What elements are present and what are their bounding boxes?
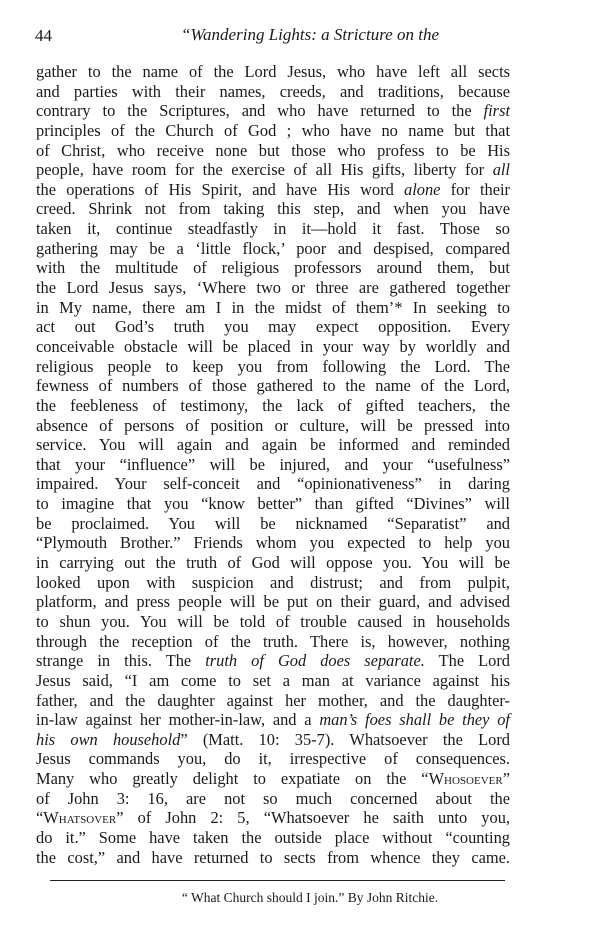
text-line <box>36 474 510 494</box>
italic-text: all <box>492 160 510 180</box>
text-segment: through the reception of the truth. There is, however, nothing <box>36 631 510 651</box>
text-line <box>36 219 510 239</box>
text-line <box>36 455 510 475</box>
text-line <box>36 651 510 671</box>
text-line <box>36 573 510 593</box>
text-segment: ” of John 2: 5, “Whatsoever he saith unto you, <box>116 808 510 828</box>
text-line <box>36 789 510 809</box>
text-line <box>36 376 510 396</box>
text-line <box>36 160 510 180</box>
text-line <box>36 141 510 161</box>
text-segment: the cost,” and have returned to sects from whence they came. <box>36 847 510 867</box>
text-segment: of Christ, who receive none but those who profess to be His <box>36 140 510 160</box>
text-line <box>36 416 510 436</box>
text-segment: Many who greatly delight to expatiate on the “ <box>36 769 429 789</box>
text-line <box>36 82 510 102</box>
text-line <box>36 828 510 848</box>
text-segment: absence of persons of position or culture, will be pressed into <box>36 415 510 435</box>
text-line <box>36 239 510 259</box>
text-line <box>36 278 510 298</box>
text-line <box>36 62 510 82</box>
running-title: “Wandering Lights: a Stricture on the <box>181 25 439 44</box>
text-segment: ” <box>502 769 510 789</box>
text-segment: Jesus said, “I am come to set a man at variance against his <box>36 670 510 690</box>
text-segment: gather to the name of the Lord Jesus, who have left all sects <box>36 62 510 81</box>
text-segment: that your “influence” will be injured, and your “usefulness” <box>36 454 510 474</box>
text-line <box>36 121 510 141</box>
text-segment: in-law against her mother-in-law, and a <box>36 710 320 730</box>
footnote-divider <box>50 880 505 881</box>
text-segment: gathering may be a ‘little flock,’ poor and despised, compared <box>36 238 510 258</box>
page-number: 44 <box>35 26 52 45</box>
text-line <box>36 337 510 357</box>
text-segment: of John 3: 16, are not so much concerned about the <box>36 788 510 808</box>
text-line <box>36 298 510 318</box>
text-segment: father, and the daughter against her mother, and the daughter- <box>36 690 510 710</box>
text-line <box>36 514 510 534</box>
text-segment: Jesus commands you, do it, irrespective of consequences. <box>36 749 510 769</box>
footnote: “ What Church should I join.” By John Ritchie. <box>181 890 439 905</box>
italic-text: first <box>483 101 510 121</box>
text-line <box>36 632 510 652</box>
text-segment: with the multitude of religious professors around them, but <box>36 258 510 278</box>
text-line <box>36 101 510 121</box>
text-segment: in My name, there am I in the midst of them’* In seeking to <box>36 297 510 317</box>
text-segment: taken it, continue steadfastly in it—hold it fast. Those so <box>36 219 510 239</box>
text-line <box>36 710 510 730</box>
small-caps-text: Whatsover <box>43 808 117 828</box>
text-segment: religious people to keep you from following the Lord. The <box>36 356 510 376</box>
text-segment: service. You will again and again be informed and reminded <box>36 435 510 455</box>
text-line <box>36 494 510 514</box>
italic-text: his own household <box>36 729 181 749</box>
text-segment: impaired. Your self-conceit and “opinionativeness” in daring <box>36 474 510 494</box>
text-segment: creed. Shrink not from taking this step, and when you have <box>36 199 510 219</box>
body-text <box>36 62 510 867</box>
text-line <box>36 592 510 612</box>
text-line <box>36 848 510 868</box>
italic-text: truth of God does separate. <box>205 651 425 671</box>
text-segment: “ <box>36 808 44 828</box>
text-line <box>36 357 510 377</box>
text-line <box>36 612 510 632</box>
text-segment: the Lord Jesus says, ‘Where two or three are gathered together <box>36 278 510 298</box>
text-segment: ” (Matt. 10: 35-7). Whatsoever the Lord <box>180 729 510 749</box>
text-segment: contrary to the Scriptures, and who have returned to the <box>36 101 484 121</box>
text-segment: principles of the Church of God ; who have no name but that <box>36 120 510 140</box>
text-segment: and parties with their names, creeds, and traditions, because <box>36 81 510 101</box>
text-line <box>36 435 510 455</box>
text-segment: the feebleness of testimony, the lack of gifted teachers, the <box>36 395 510 415</box>
text-line <box>36 749 510 769</box>
italic-text: alone <box>404 179 441 199</box>
text-segment: act out God’s truth you may expect opposition. Every <box>36 317 510 337</box>
text-line <box>36 180 510 200</box>
text-segment: do it.” Some have taken the outside place without “counting <box>36 827 510 847</box>
text-segment: looked upon with suspicion and distrust; and from pulpit, <box>36 572 510 592</box>
text-segment: people, have room for the exercise of all His gifts, liberty for <box>36 160 493 180</box>
text-line <box>36 396 510 416</box>
text-segment: “Plymouth Brother.” Friends whom you expected to help you <box>36 533 510 553</box>
text-line <box>36 258 510 278</box>
text-segment: conceivable obstacle will be placed in your way by worldly and <box>36 336 510 356</box>
text-line <box>36 769 510 789</box>
text-line <box>36 199 510 219</box>
text-segment: platform, and press people will be put on their guard, and advised <box>36 592 510 612</box>
text-segment: to imagine that you “know better” than gifted “Divines” will <box>36 494 510 514</box>
text-line <box>36 730 510 750</box>
text-line <box>36 808 510 828</box>
text-line <box>36 553 510 573</box>
text-line <box>36 671 510 691</box>
small-caps-text: Whosoever <box>428 769 503 789</box>
text-segment: in carrying out the truth of God will oppose you. You will be <box>36 553 510 573</box>
text-segment: fewness of numbers of those gathered to the name of the Lord, <box>36 376 510 396</box>
text-line <box>36 533 510 553</box>
text-segment: be proclaimed. You will be nicknamed “Separatist” and <box>36 513 510 533</box>
text-segment: for their <box>440 179 510 199</box>
text-line <box>36 317 510 337</box>
text-segment: strange in this. The <box>36 651 206 671</box>
text-line <box>36 691 510 711</box>
text-segment: to shun you. You will be told of trouble caused in households <box>36 611 510 631</box>
italic-text: man’s foes shall be they of <box>319 710 510 730</box>
text-segment: The Lord <box>424 651 510 671</box>
text-segment: the operations of His Spirit, and have His word <box>36 179 405 199</box>
